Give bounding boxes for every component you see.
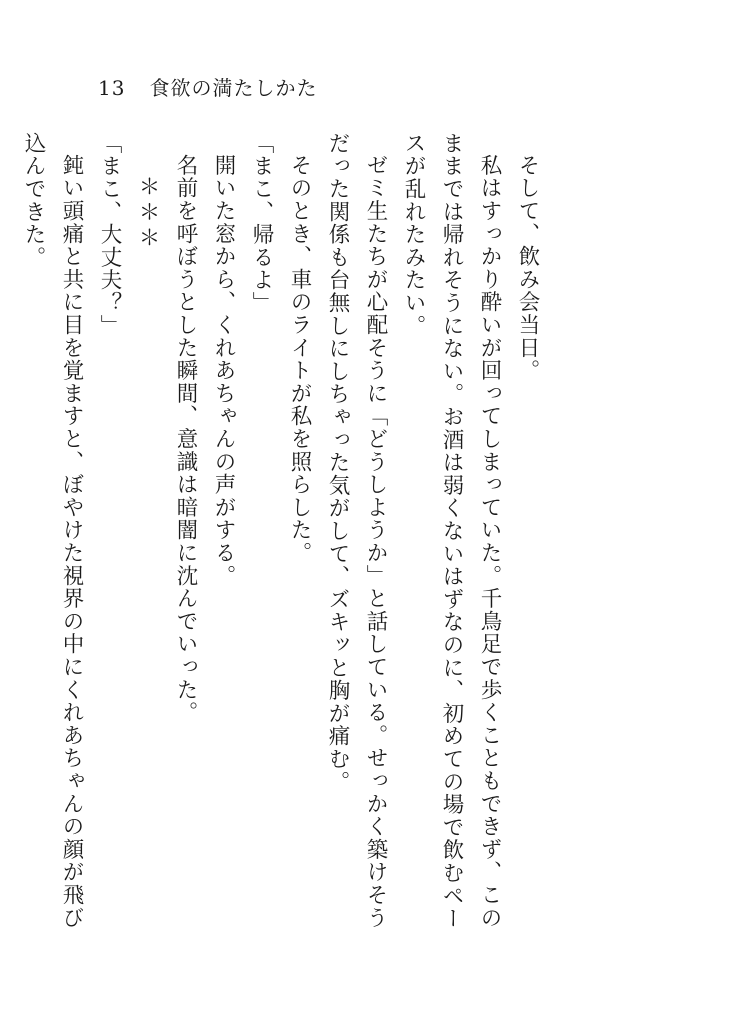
page-number: 13	[98, 76, 126, 100]
paragraph-9: 鈍い頭痛と共に目を覚ますと、ぼやけた視界の中にくれあちゃんの顔が飛び込んできた。	[21, 132, 84, 929]
paragraph-6: 開いた窓から、くれあちゃんの声がする。	[211, 153, 236, 587]
page-header	[98, 72, 317, 101]
paragraph-4: そのとき、車のライトが私を照らした。	[287, 153, 312, 564]
paragraph-1: そして、飲み会当日。	[515, 153, 540, 382]
paragraph-7: 名前を呼ぼうとした瞬間、意識は暗闇に沈んでいった。	[173, 153, 198, 724]
paragraph-8-dialogue: 「まこ、大丈夫？」	[97, 132, 122, 338]
paragraph-2: 私はすっかり酔いが回ってしまっていた。千鳥足で歩くこともできず、このままでは帰れそうにない。お酒は弱くないはずなのに、初めての場で飲むペースが乱れたみたい。	[401, 132, 502, 930]
chapter-title: 食欲の満たしかた	[149, 76, 318, 100]
paragraph-3: ゼミ生たちが心配そうに「どうしようか」と話している。せっかく築けそうだった関係も台無しにしちゃった気がして、ズキッと胸が痛む。	[325, 132, 388, 929]
scene-break-stars: ＊＊＊	[135, 175, 160, 252]
vertical-body-text	[21, 132, 546, 932]
paragraph-5-dialogue: 「まこ、帰るよ」	[249, 132, 274, 315]
